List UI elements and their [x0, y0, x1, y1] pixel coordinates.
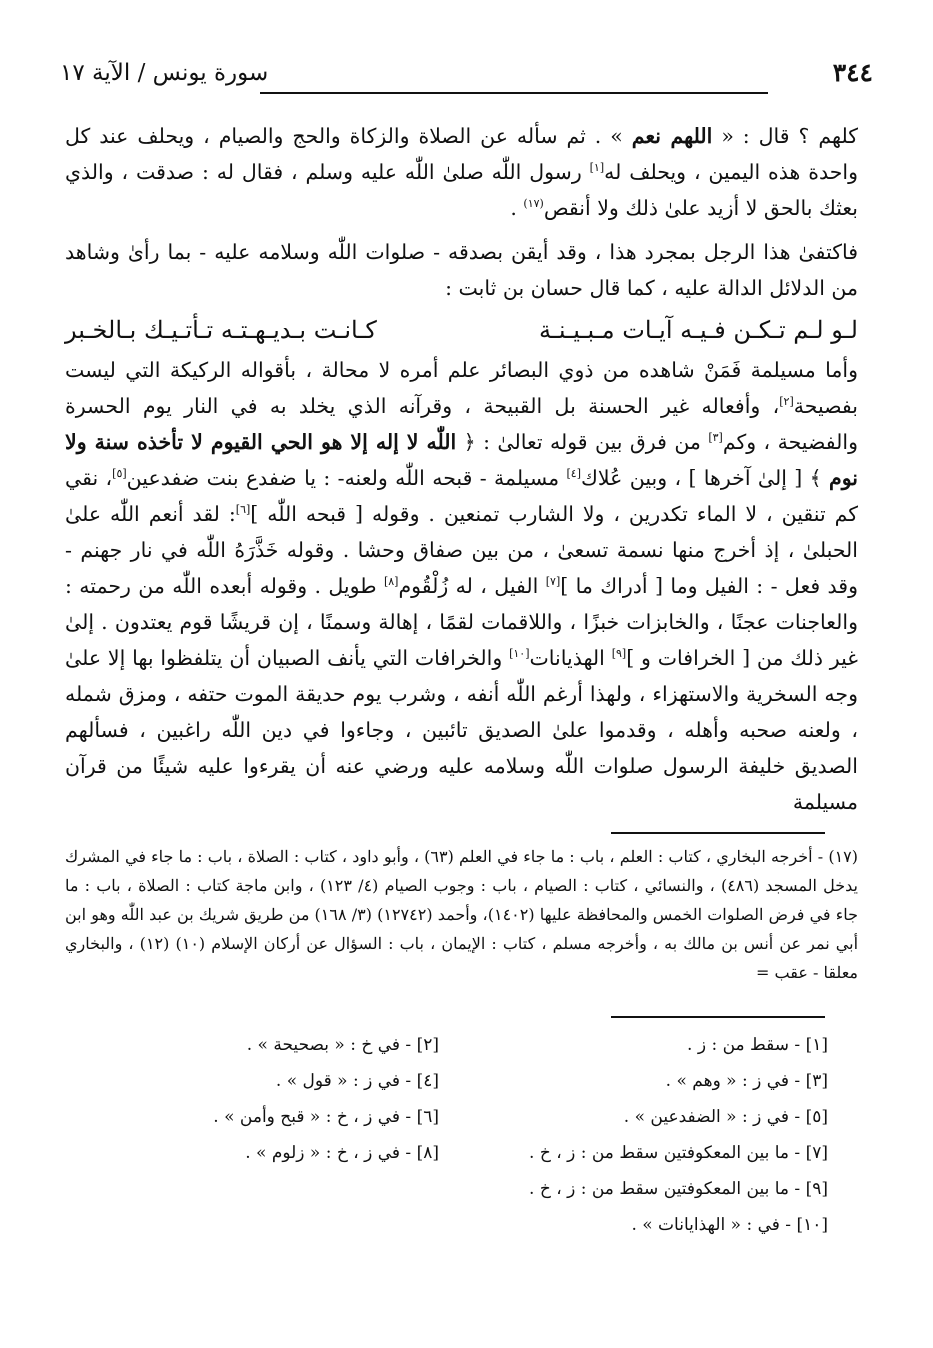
text-run: كلهم ؟ قال : «: [721, 124, 858, 148]
variant-note: [٧] - ما بين المعكوفتين سقط من : ز ، خ .: [529, 1143, 828, 1163]
footnote-separator: [611, 832, 825, 834]
text-run: : لقد أنعم اللّٰه علىٰ الحبلىٰ ، إذ أخرج منها نسمة تسعىٰ ، من بين صفاق وحشا . وقوله خَذَّرَهُ اللّٰه في نار جهنم - وقد فعل - : الفيل وما [ أدراك ما ]: [65, 502, 859, 598]
note-ref: [٦]: [235, 503, 251, 516]
paragraph-1: [65, 118, 858, 226]
main-text: [65, 118, 858, 820]
verse-second-hemistich: كـانـت بـديـهـتـه تـأتـيـك بـالخـبر: [65, 316, 377, 344]
note-ref: [٩]: [611, 647, 627, 660]
footnote-ref: (١٧): [523, 197, 544, 210]
note-ref: [١٠]: [509, 647, 530, 660]
variant-note: [٢] - في خ : « بصحيحة » .: [246, 1035, 439, 1055]
text-run: ﴾ [ إلىٰ آخرها ] ، وبين عُلاك: [581, 466, 830, 490]
variant-note: [١٠] - في : « الهذايانات » .: [631, 1215, 828, 1235]
note-ref: [٨]: [383, 575, 399, 588]
variant-note: [٥] - في ز : « الضفدعين » .: [623, 1107, 828, 1127]
paragraph-3: [65, 352, 858, 820]
note-ref: [١]: [589, 161, 605, 174]
text-run: الفيل ، له زُلْقُوم: [398, 574, 546, 598]
header-rule: [260, 92, 768, 94]
text-run: ، نقي كم تنقين ، لا الماء تكدرين ، ولا الشارب تمنعين . وقوله [ قبحه اللّٰه ]: [65, 466, 858, 526]
text-run: » . ثم سأله عن الصلاة والزكاة والحج والصيام ، ويحلف عند كل واحدة هذه اليمين ، ويحلف له: [65, 124, 858, 184]
note-ref: [٣]: [708, 431, 723, 444]
text-run: وأما مسيلمة فَمَنْ شاهده من ذوي البصائر علم أمره لا محالة ، بأقواله الركيكة التي ليست بفصيحة: [65, 358, 858, 418]
text-run: والخرافات التي يأنف الصبيان أن يتلفظوا بها إلا علىٰ وجه السخرية والاستهزاء ، ولهذا أرغم اللّٰه أنفه ، وشرب يوم حديقة الموت حتفه ، ومزق شمله ، ولعنه صحبه وأهله ، وقدموا علىٰ الصديق تائبين ، وجاءوا في دين اللّٰه راغبين ، فسألهم الصديق خليفة الرسول صلوات اللّٰه وسلامه عليه ورضي عنه أن يقرءوا عليه شيئًا من قرآن مسيلمة: [65, 646, 858, 814]
text-run: طويل . وقوله أبعده اللّٰه من رحمته : والعاجنات عجنًا ، والخابزات خبزًا ، واللاقمات لقمًا ، إهالة وسمنًا ، إن قريشًا قوم يعتدون . إلىٰ غير ذلك من [ الخرافات و ]: [65, 574, 858, 670]
variant-note: [90, 1208, 439, 1242]
quoted-phrase: اللهم نعم: [631, 124, 713, 148]
verse-first-hemistich: لـو لـم تـكـن فـيـه آيـات مـبـيـنـة: [539, 316, 858, 344]
text-run: الهذيانات: [529, 646, 612, 670]
quran-quote: اللّٰه لا إله إلا هو الحي القيوم لا تأخذه سنة ولا نوم: [65, 430, 859, 490]
variant-note: [90, 1172, 439, 1206]
text-run: رسول اللّٰه صلىٰ اللّٰه عليه وسلم ، فقال له : صدقت ، والذي بعثك بالحق لا أزيد علىٰ ذلك ولا أنقص: [65, 160, 858, 220]
note-ref: [٧]: [545, 575, 561, 588]
variants-separator: [611, 1016, 825, 1018]
variant-note: [٦] - في ز ، خ : « قبح وأمن » .: [213, 1107, 439, 1127]
footnotes: [65, 842, 858, 987]
text-run: من فرق بين قوله تعالىٰ : ﴿: [456, 430, 709, 454]
variant-note: [٩] - ما بين المعكوفتين سقط من : ز ، خ .: [529, 1179, 828, 1199]
variant-note: [١] - سقط من : ز .: [687, 1035, 828, 1055]
running-title: سورة يونس / الآية ١٧: [60, 60, 269, 86]
footnote-17: (١٧) - أخرجه البخاري ، كتاب : العلم ، باب : ما جاء في العلم (٦٣) ، وأبو داود ، كتاب : الصلاة ، باب : ما جاء في المشرك يدخل المسجد (٤٨٦) ، والنسائي ، كتاب : الصيام ، باب : وجوب الصيام (٤/ ١٢٣) ، وابن ماجة كتاب : الصلاة ، باب : ما جاء في فرض الصلوات الخمس والمحافظة عليها (١٤٠٢)، وأحمد (١٢٧٤٢) (٣/ ١٦٨) من طريق شريك بن عبد اللّٰه وهو ابن أبي نمر عن أنس بن مالك به ، وأخرجه مسلم ، كتاب : الإيمان ، باب : السؤال عن أركان الإسلام (١٠) (١٢) ، والبخاري معلقا - عقب =: [65, 847, 859, 982]
note-ref: [٤]: [566, 467, 582, 480]
variant-note: [٤] - في ز : « قول » .: [275, 1071, 439, 1091]
poem-verse: [65, 312, 858, 348]
manuscript-variants: [90, 1028, 828, 1242]
variant-note: [٨] - في ز ، خ : « زلوم » .: [245, 1143, 439, 1163]
text-run: ، وأفعاله غير الحسنة بل القبيحة ، وقرآنه الذي يخلد به في النار يوم الحسرة والفضيحة ، وكم: [65, 394, 858, 454]
page-number: ٣٤٤: [832, 58, 873, 87]
note-ref: [٢]: [779, 395, 794, 408]
paragraph-2: فاكتفىٰ هذا الرجل بمجرد هذا ، وقد أيقن بصدقه - صلوات اللّٰه وسلامه عليه - بما رأىٰ وشاهد من الدلائل الدالة عليه ، كما قال حسان بن ثابت :: [65, 240, 858, 300]
variant-note: [٣] - في ز : « وهم » .: [665, 1071, 828, 1091]
note-ref: [٥]: [112, 467, 127, 480]
page-header: [60, 58, 873, 98]
text-run: مسيلمة - قبحه اللّٰه ولعنه- : يا ضفدع بنت ضفدعين: [126, 466, 567, 490]
text-run: .: [510, 196, 524, 220]
